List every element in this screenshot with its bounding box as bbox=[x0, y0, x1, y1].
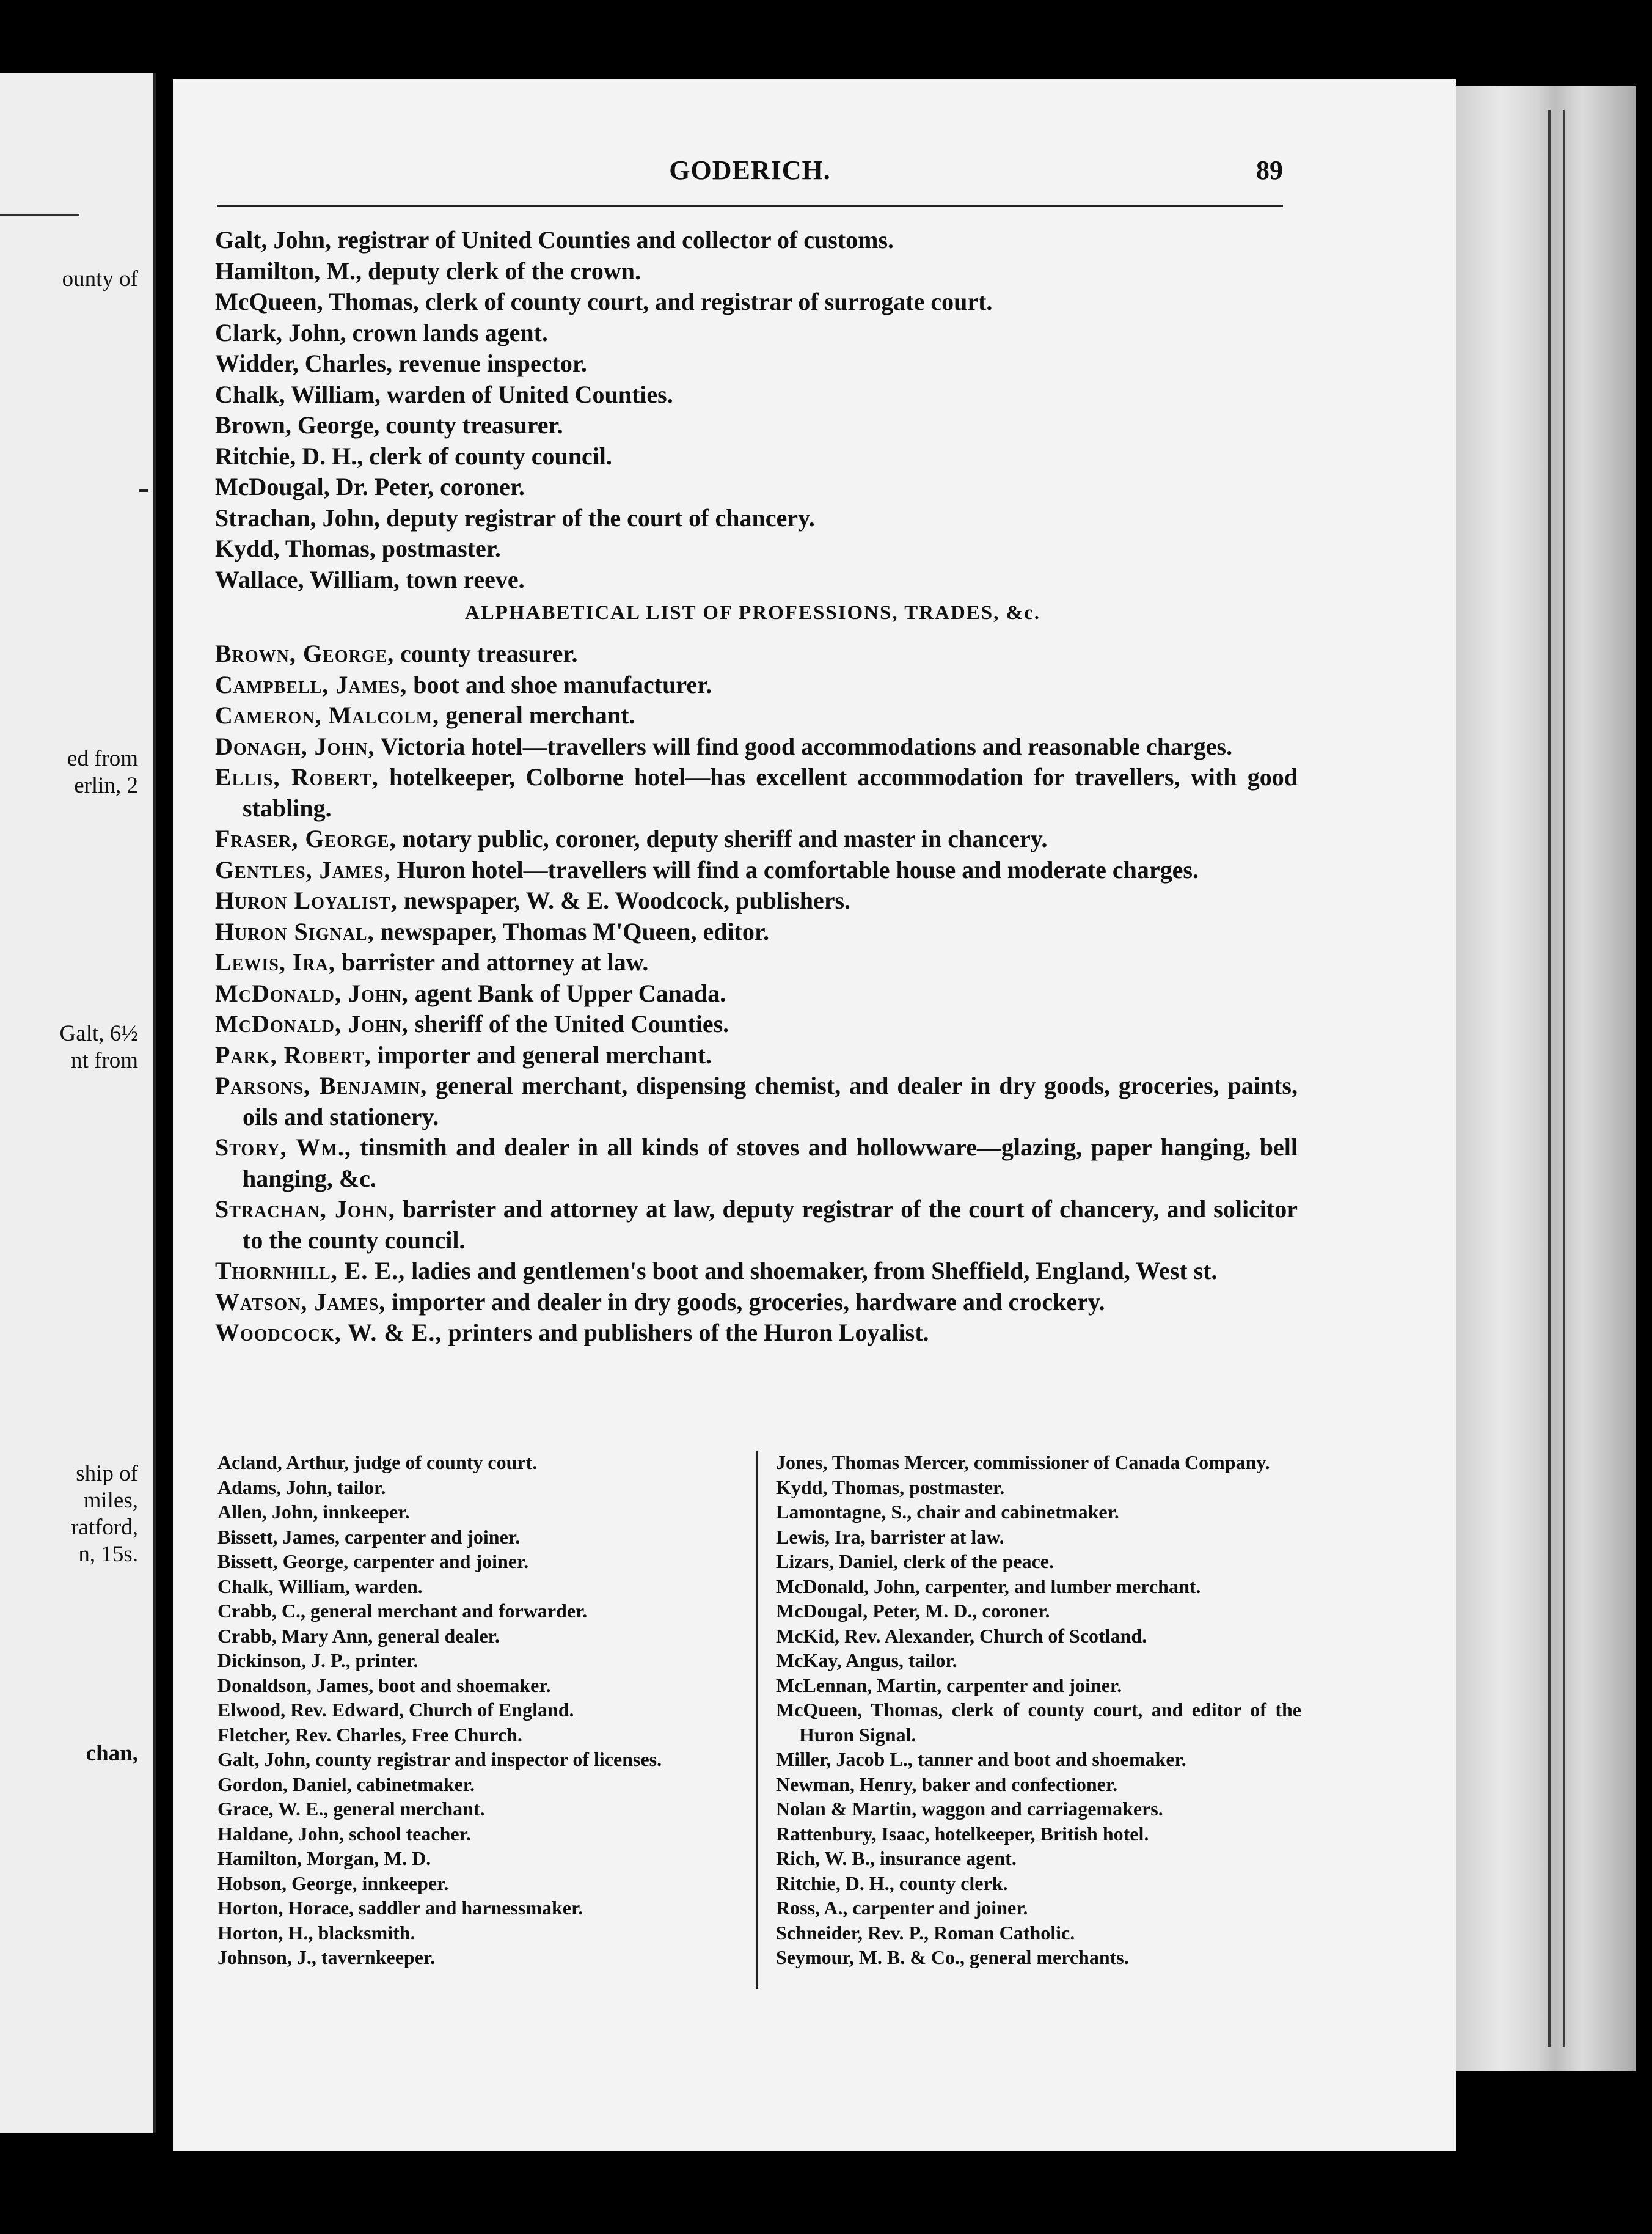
trade-entry bbox=[215, 1009, 1298, 1040]
trade-name: Park, Robert, bbox=[215, 1041, 371, 1069]
trade-entry bbox=[215, 824, 1298, 855]
resident-entry: Grace, W. E., general merchant. bbox=[217, 1798, 485, 1820]
trade-desc: printers and publishers of the Huron Loyalist. bbox=[442, 1319, 929, 1346]
officials-list bbox=[215, 225, 1290, 595]
resident-entry: Gordon, Daniel, cabinetmaker. bbox=[217, 1773, 475, 1795]
trade-desc: ladies and gentlemen's boot and shoemaker, from Sheffield, England, West st. bbox=[405, 1257, 1218, 1284]
trade-desc: Victoria hotel—travellers will find good accommodations and reasonable charges. bbox=[375, 732, 1233, 760]
trade-desc: newspaper, W. & E. Woodcock, publishers. bbox=[397, 887, 851, 914]
resident-entry: Ross, A., carpenter and joiner. bbox=[776, 1897, 1028, 1919]
resident-entry: Elwood, Rev. Edward, Church of England. bbox=[217, 1699, 574, 1721]
trade-desc: barrister and attorney at law. bbox=[335, 948, 649, 976]
left-fragment: Galt, 6½ bbox=[59, 1021, 138, 1046]
resident-entry: Chalk, William, warden. bbox=[217, 1575, 423, 1597]
resident-entry: McKid, Rev. Alexander, Church of Scotland. bbox=[776, 1624, 1147, 1647]
trade-entry bbox=[215, 1040, 1298, 1071]
residents-column-right bbox=[776, 1450, 1301, 1970]
trade-name: Huron Loyalist, bbox=[215, 887, 398, 914]
resident-entry: Horton, Horace, saddler and harnessmaker. bbox=[217, 1897, 583, 1919]
page-edge bbox=[1456, 86, 1636, 2071]
trade-entry bbox=[215, 917, 1298, 948]
official-entry: McDougal, Dr. Peter, coroner. bbox=[215, 473, 525, 500]
trade-name: Parsons, Benjamin, bbox=[215, 1072, 428, 1099]
official-entry: Strachan, John, deputy registrar of the court of chancery. bbox=[215, 504, 815, 532]
trade-entry bbox=[215, 1256, 1298, 1287]
resident-entry: Seymour, M. B. & Co., general merchants. bbox=[776, 1946, 1129, 1968]
trade-desc: sheriff of the United Counties. bbox=[408, 1010, 729, 1038]
trade-name: Campbell, James, bbox=[215, 670, 408, 698]
trade-name: Cameron, Malcolm, bbox=[215, 701, 440, 729]
trade-entry bbox=[215, 731, 1298, 763]
trade-desc: hotelkeeper, Colborne hotel—has excellent accommodation for travellers, with good stabling. bbox=[243, 763, 1298, 822]
resident-entry: Newman, Henry, baker and confectioner. bbox=[776, 1773, 1118, 1795]
official-entry: Brown, George, county treasurer. bbox=[215, 411, 563, 439]
trade-desc: barrister and attorney at law, deputy registrar of the court of chancery, and solicitor to the county council. bbox=[243, 1195, 1298, 1254]
trade-entry bbox=[215, 1132, 1298, 1194]
trade-entry bbox=[215, 978, 1298, 1009]
official-entry: Kydd, Thomas, postmaster. bbox=[215, 535, 501, 562]
trade-name: Ellis, Robert, bbox=[215, 763, 379, 791]
trade-entry bbox=[215, 700, 1298, 731]
left-fragment: ounty of bbox=[62, 266, 138, 291]
left-fragment: ratford, bbox=[71, 1515, 138, 1540]
resident-entry: Hobson, George, innkeeper. bbox=[217, 1872, 449, 1894]
trade-desc: notary public, coroner, deputy sheriff and master in chancery. bbox=[396, 825, 1048, 852]
resident-entry: Kydd, Thomas, postmaster. bbox=[776, 1476, 1005, 1498]
trade-entry bbox=[215, 639, 1298, 670]
trade-desc: general merchant. bbox=[439, 701, 635, 729]
resident-entry: Bissett, George, carpenter and joiner. bbox=[217, 1550, 529, 1572]
trade-name: Brown, George, bbox=[215, 640, 395, 667]
resident-entry: McLennan, Martin, carpenter and joiner. bbox=[776, 1674, 1122, 1696]
left-fragment: n, 15s. bbox=[78, 1542, 138, 1567]
resident-entry: Rich, W. B., insurance agent. bbox=[776, 1847, 1017, 1869]
trade-entry bbox=[215, 1071, 1298, 1132]
resident-entry: Bissett, James, carpenter and joiner. bbox=[217, 1525, 521, 1548]
resident-entry: McQueen, Thomas, clerk of county court, and editor of the Huron Signal. bbox=[776, 1699, 1301, 1746]
trade-entry bbox=[215, 947, 1298, 978]
resident-entry: Horton, H., blacksmith. bbox=[217, 1921, 415, 1944]
trade-name: Woodcock, W. & E., bbox=[215, 1319, 442, 1346]
resident-entry: Allen, John, innkeeper. bbox=[217, 1501, 410, 1523]
trade-desc: importer and general merchant. bbox=[371, 1041, 712, 1069]
trade-desc: importer and dealer in dry goods, groceries, hardware and crockery. bbox=[386, 1287, 1105, 1316]
trade-desc: general merchant, dispensing chemist, and dealer in dry goods, groceries, paints, oils and stationery. bbox=[243, 1072, 1298, 1130]
left-fragment: ed from bbox=[67, 746, 138, 771]
trades-list bbox=[215, 639, 1298, 1349]
resident-entry: Hamilton, Morgan, M. D. bbox=[217, 1847, 431, 1869]
official-entry: Widder, Charles, revenue inspector. bbox=[215, 350, 587, 377]
page-number: 89 bbox=[1256, 155, 1283, 185]
left-page-dash bbox=[139, 489, 148, 492]
resident-entry: Johnson, J., tavernkeeper. bbox=[217, 1946, 436, 1968]
trade-entry bbox=[215, 762, 1298, 824]
trade-desc: tinsmith and dealer in all kinds of stoves and hollowware—glazing, paper hanging, bell hanging, &c. bbox=[243, 1133, 1298, 1192]
resident-entry: Fletcher, Rev. Charles, Free Church. bbox=[217, 1723, 522, 1746]
official-entry: Hamilton, M., deputy clerk of the crown. bbox=[215, 257, 641, 285]
page-title: GODERICH. bbox=[669, 155, 831, 185]
trade-name: Strachan, John, bbox=[215, 1195, 395, 1223]
trade-name: Huron Signal, bbox=[215, 917, 375, 945]
column-divider bbox=[756, 1451, 758, 1989]
trade-name: Gentles, James, bbox=[215, 855, 391, 884]
left-fragment: erlin, 2 bbox=[74, 773, 138, 798]
resident-entry: McKay, Angus, tailor. bbox=[776, 1649, 957, 1671]
page-edge-seam bbox=[1563, 110, 1565, 2047]
trade-entry bbox=[215, 1194, 1298, 1256]
official-entry: Ritchie, D. H., clerk of county council. bbox=[215, 442, 612, 470]
trade-desc: boot and shoe manufacturer. bbox=[407, 670, 712, 698]
left-page-rule bbox=[0, 214, 79, 216]
official-entry: McQueen, Thomas, clerk of county court, and registrar of surrogate court. bbox=[215, 288, 993, 315]
trade-desc: county treasurer. bbox=[394, 640, 578, 667]
official-entry: Clark, John, crown lands agent. bbox=[215, 318, 548, 346]
trade-entry bbox=[215, 1287, 1298, 1318]
residents-column-left bbox=[217, 1450, 743, 1970]
left-fragment: ship of bbox=[76, 1461, 138, 1486]
resident-entry: Schneider, Rev. P., Roman Catholic. bbox=[776, 1921, 1075, 1944]
resident-entry: Lewis, Ira, barrister at law. bbox=[776, 1525, 1004, 1548]
resident-entry: McDougal, Peter, M. D., coroner. bbox=[776, 1600, 1050, 1622]
resident-entry: Crabb, Mary Ann, general dealer. bbox=[217, 1624, 500, 1647]
left-page-edge bbox=[0, 73, 156, 2133]
trade-entry bbox=[215, 670, 1298, 701]
trade-entry bbox=[215, 855, 1298, 886]
page-header bbox=[217, 155, 1283, 197]
resident-entry: Jones, Thomas Mercer, commissioner of Canada Company. bbox=[776, 1451, 1270, 1473]
trade-name: Fraser, George, bbox=[215, 825, 397, 852]
resident-entry: Haldane, John, school teacher. bbox=[217, 1822, 471, 1845]
resident-entry: Acland, Arthur, judge of county court. bbox=[217, 1451, 538, 1473]
left-fragment: miles, bbox=[83, 1488, 138, 1513]
resident-entry: Lizars, Daniel, clerk of the peace. bbox=[776, 1550, 1054, 1572]
resident-entry: Adams, John, tailor. bbox=[217, 1476, 386, 1498]
resident-entry: Donaldson, James, boot and shoemaker. bbox=[217, 1674, 551, 1696]
left-fragment: chan, bbox=[86, 1741, 138, 1766]
trade-desc: newspaper, Thomas M'Queen, editor. bbox=[374, 917, 769, 945]
resident-entry: Galt, John, county registrar and inspector of licenses. bbox=[217, 1748, 662, 1770]
resident-entry: Nolan & Martin, waggon and carriagemakers. bbox=[776, 1798, 1163, 1820]
official-entry: Chalk, William, warden of United Counties. bbox=[215, 380, 673, 408]
trade-name: Story, Wm., bbox=[215, 1133, 351, 1161]
section-heading: ALPHABETICAL LIST OF PROFESSIONS, TRADES, &c. bbox=[464, 602, 1041, 624]
trade-name: McDonald, John, bbox=[215, 979, 409, 1007]
resident-entry: Rattenbury, Isaac, hotelkeeper, British hotel. bbox=[776, 1822, 1149, 1845]
resident-entry: Miller, Jacob L., tanner and boot and shoemaker. bbox=[776, 1748, 1186, 1770]
header-rule bbox=[217, 205, 1283, 207]
trade-entry bbox=[215, 885, 1298, 917]
resident-entry: Lamontagne, S., chair and cabinetmaker. bbox=[776, 1501, 1119, 1523]
trade-desc: Huron hotel—travellers will find a comfortable house and moderate charges. bbox=[390, 855, 1199, 884]
trade-name: Lewis, Ira, bbox=[215, 948, 335, 976]
resident-entry: McDonald, John, carpenter, and lumber merchant. bbox=[776, 1575, 1201, 1597]
resident-entry: Ritchie, D. H., county clerk. bbox=[776, 1872, 1008, 1894]
trade-name: Donagh, John, bbox=[215, 732, 375, 760]
resident-entry: Dickinson, J. P., printer. bbox=[217, 1649, 418, 1671]
page-edge-seam bbox=[1548, 110, 1551, 2047]
resident-entry: Crabb, C., general merchant and forwarder. bbox=[217, 1600, 588, 1622]
trade-name: Watson, James, bbox=[215, 1287, 386, 1316]
left-fragment: nt from bbox=[71, 1048, 138, 1073]
trade-entry bbox=[215, 1317, 1298, 1349]
official-entry: Galt, John, registrar of United Counties and collector of customs. bbox=[215, 226, 894, 254]
trade-name: Thornhill, E. E., bbox=[215, 1257, 406, 1284]
official-entry: Wallace, William, town reeve. bbox=[215, 565, 525, 593]
trade-name: McDonald, John, bbox=[215, 1010, 409, 1038]
trade-desc: agent Bank of Upper Canada. bbox=[408, 979, 726, 1007]
